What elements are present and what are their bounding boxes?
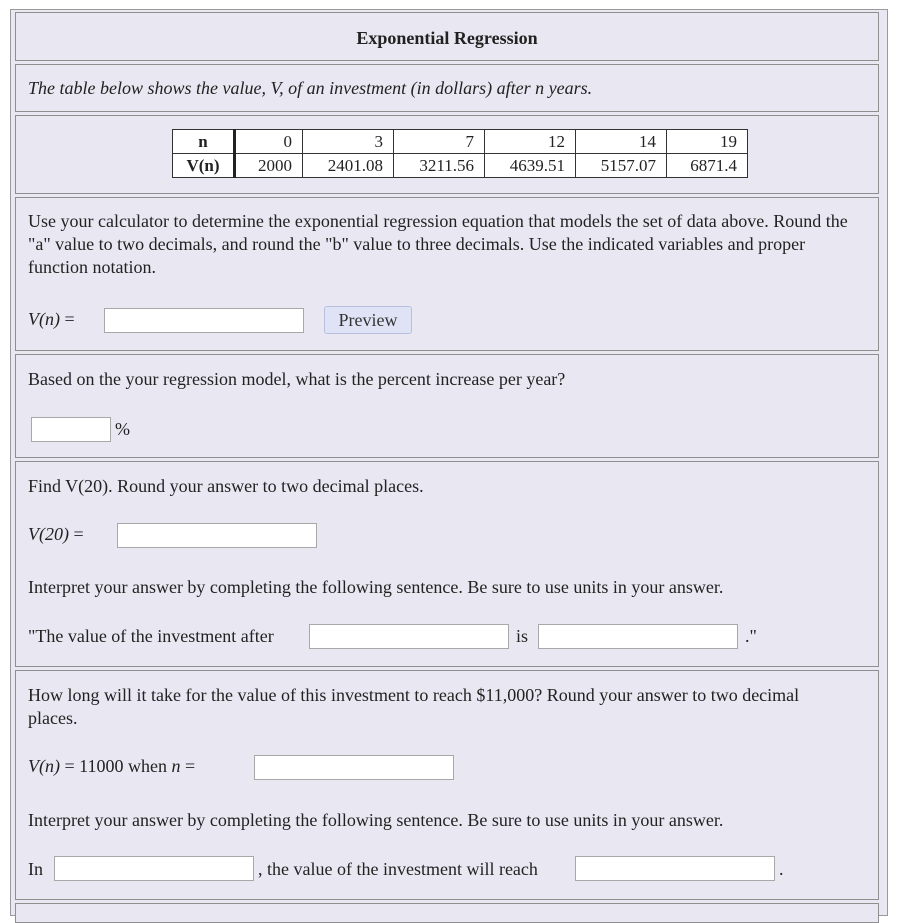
time-value-input[interactable] bbox=[575, 856, 775, 881]
regression-instructions: Use your calculator to determine the exponential regression equation that models the set of data above. Round the "a" value to two decimals, and round the "b" value to three decimals. Use the indicated variables and proper function notation. bbox=[28, 211, 848, 277]
v20-lhs-label: V(20) bbox=[28, 524, 69, 544]
table-row bbox=[173, 154, 748, 178]
time-equation bbox=[28, 756, 195, 777]
page-title: Exponential Regression bbox=[356, 28, 538, 48]
regression-lhs bbox=[28, 309, 75, 330]
intro-middle: , of an investment (in dollars) after bbox=[279, 78, 536, 98]
v20-panel bbox=[15, 461, 879, 667]
time-lhs-label: V(n) bbox=[28, 756, 60, 776]
regression-panel bbox=[15, 197, 879, 351]
regression-answer-input[interactable] bbox=[104, 308, 304, 333]
time-sentence-end: . bbox=[779, 859, 784, 879]
table-cell: 2401.08 bbox=[303, 154, 394, 178]
intro-before: The table below shows the value, bbox=[28, 78, 271, 98]
percent-panel bbox=[15, 354, 879, 458]
time-sentence-middle: , the value of the investment will reach bbox=[258, 859, 538, 879]
time-eq-text: = 11000 when bbox=[64, 756, 167, 776]
table-row bbox=[173, 130, 748, 154]
time-sentence-in: In bbox=[28, 859, 43, 879]
table-cell: 12 bbox=[485, 130, 576, 154]
time-question: How long will it take for the value of this investment to reach $11,000? Round your answer to two decimal places. bbox=[28, 685, 800, 728]
v20-question: Find V(20). Round your answer to two decimal places. bbox=[28, 476, 424, 496]
v20-lhs bbox=[28, 524, 84, 545]
equals-sign: = bbox=[184, 756, 196, 776]
table-cell: 3211.56 bbox=[394, 154, 485, 178]
time-interpret-instructions: Interpret your answer by completing the following sentence. Be sure to use units in your answer. bbox=[28, 810, 724, 830]
table-cell: 14 bbox=[576, 130, 667, 154]
v20-sentence-is: is bbox=[516, 626, 529, 646]
table-cell: 19 bbox=[667, 130, 748, 154]
table-header-n: n bbox=[173, 130, 235, 154]
v20-interpret-instructions: Interpret your answer by completing the following sentence. Be sure to use units in your answer. bbox=[28, 577, 724, 597]
intro-text bbox=[28, 78, 592, 99]
table-cell: 7 bbox=[394, 130, 485, 154]
intro-var-v: V bbox=[270, 78, 280, 98]
intro-var-n: n bbox=[535, 78, 545, 98]
preview-button[interactable]: Preview bbox=[324, 306, 412, 334]
table-header-v: V(n) bbox=[173, 154, 235, 178]
table-cell: 5157.07 bbox=[576, 154, 667, 178]
v20-answer-input[interactable] bbox=[117, 523, 317, 548]
time-panel bbox=[15, 670, 879, 900]
time-var-n: n bbox=[171, 756, 181, 776]
time-answer-input[interactable] bbox=[254, 755, 454, 780]
intro-after: years. bbox=[544, 78, 593, 98]
v20-years-input[interactable] bbox=[309, 624, 509, 649]
table-cell: 6871.4 bbox=[667, 154, 748, 178]
table-panel bbox=[15, 115, 879, 194]
regression-lhs-label: V(n) bbox=[28, 309, 60, 329]
question-container bbox=[10, 9, 888, 916]
v20-value-input[interactable] bbox=[538, 624, 738, 649]
percent-unit: % bbox=[115, 419, 130, 439]
percent-question: Based on the your regression model, what is the percent increase per year? bbox=[28, 369, 566, 389]
time-years-input[interactable] bbox=[54, 856, 254, 881]
equals-sign: = bbox=[73, 524, 84, 544]
table-cell: 0 bbox=[235, 130, 303, 154]
equals-sign: = bbox=[64, 309, 75, 329]
table-cell: 2000 bbox=[235, 154, 303, 178]
table-cell: 4639.51 bbox=[485, 154, 576, 178]
v20-sentence-start: "The value of the investment after bbox=[28, 626, 274, 646]
next-panel bbox=[15, 903, 879, 923]
data-table bbox=[172, 129, 748, 178]
v20-sentence-end: ." bbox=[745, 626, 757, 646]
title-panel bbox=[15, 12, 879, 61]
intro-panel bbox=[15, 64, 879, 112]
percent-answer-input[interactable] bbox=[31, 417, 111, 442]
table-cell: 3 bbox=[303, 130, 394, 154]
